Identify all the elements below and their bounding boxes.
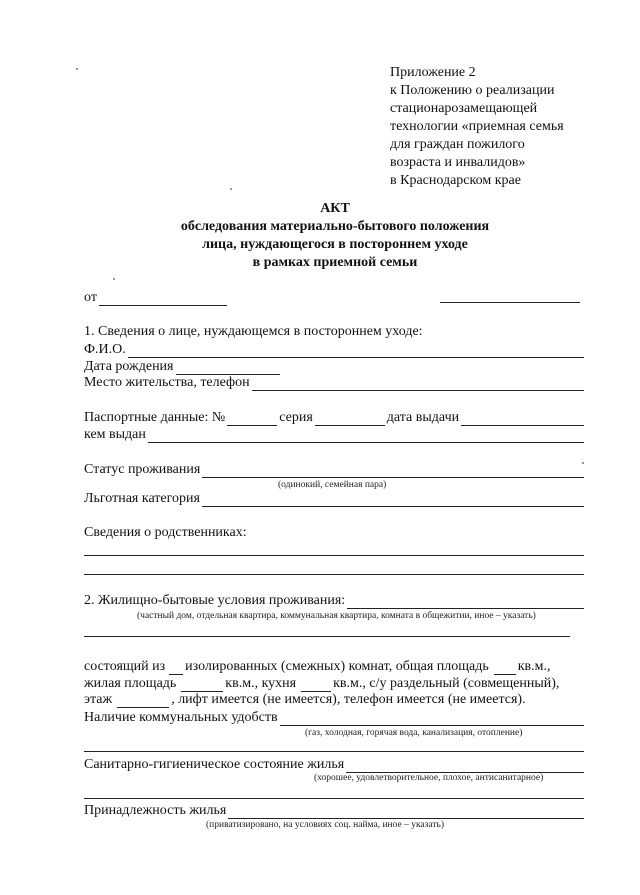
- utilities-field-line[interactable]: [84, 751, 584, 752]
- title-line: АКТ: [320, 201, 350, 216]
- from-date-field[interactable]: [99, 293, 227, 306]
- section1-heading: [84, 324, 584, 340]
- series-field[interactable]: [315, 413, 385, 426]
- rooms-row: [84, 659, 584, 675]
- utilities-field[interactable]: [280, 713, 584, 726]
- ownership-hint: (приватизировано, на условиях соц. найма, иное – указать): [206, 820, 445, 830]
- from-label: от: [84, 290, 97, 305]
- birth-row: [84, 359, 584, 375]
- issue-date-label: дата выдачи: [386, 410, 460, 425]
- annex-line: возраста и инвалидов»: [390, 155, 526, 170]
- title-line: в рамках приемной семьи: [252, 255, 418, 270]
- status-row: [84, 462, 584, 478]
- issued-by-label: кем выдан: [84, 427, 146, 442]
- utilities-label: Наличие коммунальных удобств: [84, 710, 278, 725]
- annex-line: для граждан пожилого: [390, 137, 525, 152]
- rooms-text: состоящий из: [84, 659, 166, 674]
- status-label: Статус проживания: [84, 462, 201, 477]
- rooms-text: изолированных (смежных) комнат, общая площадь: [185, 659, 489, 674]
- address-field[interactable]: [252, 378, 584, 391]
- sanitary-row: [84, 757, 584, 773]
- issued-by-field[interactable]: [148, 430, 584, 443]
- fio-row: [84, 342, 584, 358]
- status-field[interactable]: [202, 465, 584, 478]
- utilities-hint: (газ, холодная, горячая вода, канализация, отопление): [305, 728, 523, 738]
- living-text: кв.м., кухня: [225, 676, 297, 691]
- benefit-row: [84, 491, 584, 507]
- floor-text: этаж: [84, 692, 113, 707]
- issue-date-field[interactable]: [461, 413, 584, 426]
- title-line: обследования материально-бытового положения: [180, 219, 490, 234]
- document-title: [80, 200, 590, 272]
- scan-speck: [76, 68, 78, 70]
- living-text: кв.м., с/у раздельный (совмещенный),: [333, 676, 560, 691]
- floor-text: , лифт имеется (не имеется), телефон имеется (не имеется).: [171, 692, 526, 707]
- title-line: лица, нуждающегося в постороннем уходе: [202, 237, 468, 252]
- section1-heading-text: 1. Сведения о лице, нуждающемся в постороннем уходе:: [84, 324, 423, 339]
- birth-label: Дата рождения: [84, 359, 174, 374]
- series-label: серия: [279, 410, 313, 425]
- section2-heading: 2. Жилищно-бытовые условия проживания:: [84, 593, 346, 608]
- floor-row: [84, 692, 584, 708]
- place-field[interactable]: [440, 302, 580, 303]
- annex-line: в Краснодарском крае: [390, 173, 521, 188]
- relatives-label: Сведения о родственниках:: [84, 525, 247, 540]
- housing-type-hint: (частный дом, отдельная квартира, коммунальная квартира, комната в общежитии, иное – указать): [137, 611, 536, 621]
- passport-row: [84, 410, 584, 426]
- ownership-field[interactable]: [228, 806, 584, 819]
- rooms-count-field[interactable]: [169, 662, 183, 675]
- address-label: Место жительства, телефон: [84, 375, 250, 390]
- annex-line: к Положению о реализации: [390, 83, 555, 98]
- kitchen-area-field[interactable]: [301, 679, 331, 692]
- living-area-field[interactable]: [181, 679, 223, 692]
- ownership-label: Принадлежность жилья: [84, 803, 227, 818]
- benefit-label: Льготная категория: [84, 491, 200, 506]
- section2-heading-row: [84, 593, 584, 609]
- annex-line: Приложение 2: [390, 65, 476, 80]
- address-row: [84, 375, 584, 391]
- annex-line: технологии «приемная семья: [390, 119, 564, 134]
- housing-type-field[interactable]: [347, 596, 584, 609]
- total-area-field[interactable]: [494, 662, 516, 675]
- living-area-row: [84, 676, 584, 692]
- scan-speck: [113, 278, 115, 280]
- floor-field[interactable]: [117, 695, 169, 708]
- annex-note: [390, 64, 620, 190]
- issued-by-row: [84, 427, 584, 443]
- sanitary-field-line[interactable]: [84, 798, 584, 799]
- relatives-field-line[interactable]: [84, 555, 584, 556]
- birth-field[interactable]: [176, 362, 280, 375]
- passport-label: Паспортные данные: №: [84, 410, 226, 425]
- sanitary-hint: (хорошее, удовлетворительное, плохое, антисанитарное): [314, 773, 544, 783]
- relatives-row: [84, 525, 584, 541]
- rooms-text: кв.м.,: [517, 659, 551, 674]
- date-row: [84, 290, 584, 306]
- status-hint: (одинокий, семейная пара): [278, 480, 387, 490]
- fio-label: Ф.И.О.: [84, 342, 126, 357]
- ownership-row: [84, 803, 584, 819]
- housing-type-field-line[interactable]: [84, 636, 570, 637]
- sanitary-field[interactable]: [346, 760, 584, 773]
- benefit-field[interactable]: [202, 494, 584, 507]
- sanitary-label: Санитарно-гигиеническое состояние жилья: [84, 757, 345, 772]
- scan-speck: [230, 188, 232, 190]
- passport-number-field[interactable]: [227, 413, 277, 426]
- utilities-row: [84, 710, 584, 726]
- annex-line: стационарозамещающей: [390, 101, 538, 116]
- relatives-field-line[interactable]: [84, 574, 584, 575]
- living-text: жилая площадь: [84, 676, 177, 691]
- fio-field[interactable]: [128, 345, 584, 358]
